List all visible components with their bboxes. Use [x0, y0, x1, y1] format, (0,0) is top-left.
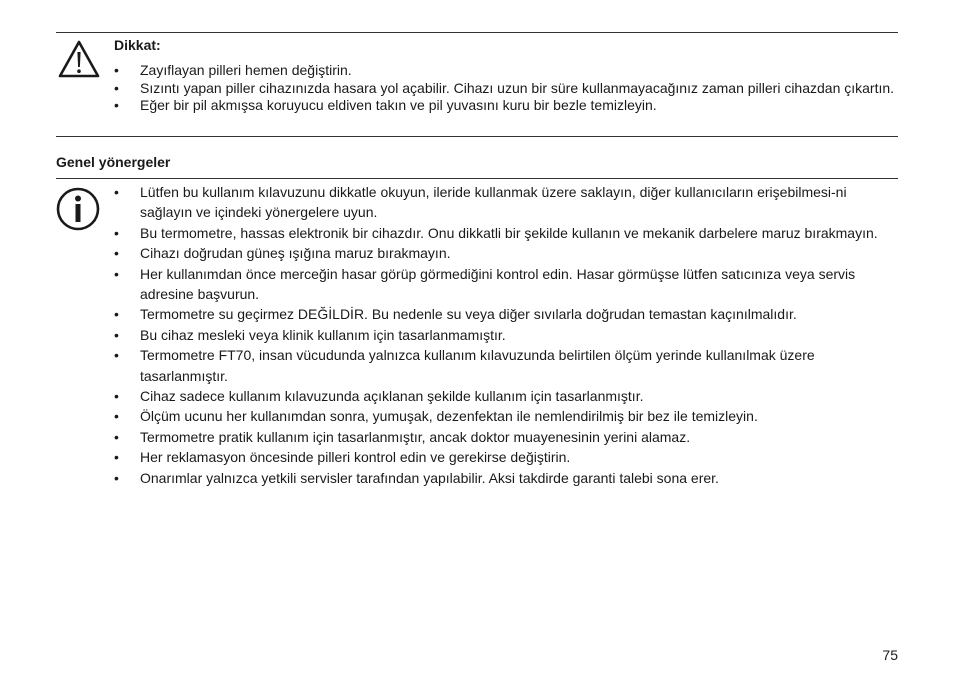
caution-bottom-rule [56, 136, 898, 137]
page-number: 75 [882, 647, 898, 663]
list-item: • Lütfen bu kullanım kılavuzunu dikkatle okuyun, ileride kullanmak üzere saklayın, diğer kullanıcıların erişebilmesi-ni sağlayın ve içindeki yönergelere uyun. [114, 182, 898, 223]
list-item: • Termometre FT70, insan vücudunda yalnızca kullanım kılavuzunda belirtilen ölçüm yerinde kullanılmak üzere tasarlanmıştır. [114, 345, 898, 386]
list-item: • Onarımlar yalnızca yetkili servisler tarafından yapılabilir. Aksi takdirde garanti talebi sona erer. [114, 468, 898, 488]
list-item: • Cihaz sadece kullanım kılavuzunda açıklanan şekilde kullanım için tasarlanmıştır. [114, 386, 898, 406]
section-heading: Genel yönergeler [56, 154, 171, 170]
list-item: • Sızıntı yapan piller cihazınızda hasara yol açabilir. Cihazı uzun bir süre kullanmayacağınız zaman pilleri cihazdan çıkartın. [114, 80, 898, 98]
list-item: • Zayıflayan pilleri hemen değiştirin. [114, 62, 898, 80]
list-item: • Eğer bir pil akmışsa koruyucu eldiven takın ve pil yuvasını kuru bir bezle temizleyin. [114, 97, 898, 115]
general-list [114, 182, 898, 488]
list-item: • Cihazı doğrudan güneş ışığına maruz bırakmayın. [114, 243, 898, 263]
list-item: • Her reklamasyon öncesinde pilleri kontrol edin ve gerekirse değiştirin. [114, 447, 898, 467]
list-item: • Bu termometre, hassas elektronik bir cihazdır. Onu dikkatli bir şekilde kullanın ve mekanik darbelere maruz bırakmayın. [114, 223, 898, 243]
list-item: • Ölçüm ucunu her kullanımdan sonra, yumuşak, dezenfektan ile nemlendirilmiş bir bez ile temizleyin. [114, 406, 898, 426]
section-rule [56, 178, 898, 179]
info-icon [56, 187, 100, 231]
list-item: • Her kullanımdan önce merceğin hasar görüp görmediğini kontrol edin. Hasar görmüşse lütfen satıcınıza veya servis adresine başvurun. [114, 264, 898, 305]
list-item: • Termometre pratik kullanım için tasarlanmıştır, ancak doktor muayenesinin yerini alamaz. [114, 427, 898, 447]
warning-triangle-icon [58, 40, 100, 78]
caution-top-rule [56, 32, 898, 33]
caution-title: Dikkat: [114, 37, 161, 53]
list-item: • Bu cihaz mesleki veya klinik kullanım için tasarlanmamıştır. [114, 325, 898, 345]
caution-list [114, 62, 898, 115]
list-item: • Termometre su geçirmez DEĞİLDİR. Bu nedenle su veya diğer sıvılarla doğrudan temastan kaçınılmalıdır. [114, 304, 898, 324]
